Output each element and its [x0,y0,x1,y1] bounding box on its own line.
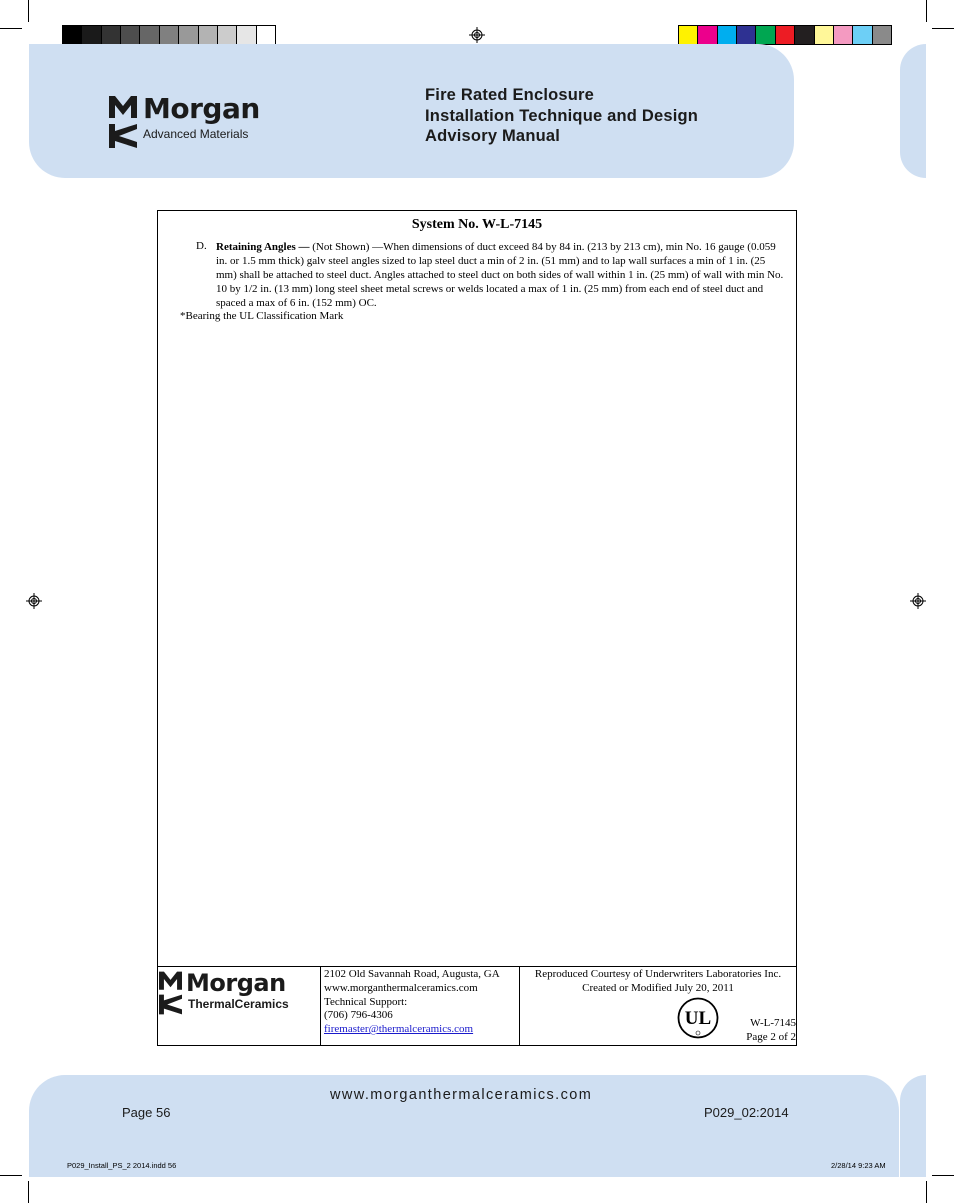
color-swatch [63,26,82,44]
doc-footer-divider [157,966,797,967]
system-ref-code: W-L-7145 [750,1017,796,1029]
doc-footer-column-divider [320,966,321,1046]
manual-title-line: Fire Rated Enclosure [425,86,595,104]
footnote: *Bearing the UL Classification Mark [180,310,344,322]
color-swatch [815,26,834,44]
color-swatch [834,26,853,44]
thermal-ceramics-subtitle: ThermalCeramics [188,997,289,1011]
print-slug-timestamp: 2/28/14 9:23 AM [831,1161,886,1170]
color-swatch [718,26,737,44]
crop-mark-bl-h [0,1175,22,1176]
website-line: www.morganthermalceramics.com [324,981,478,994]
logo-wordmark: Morgan [143,92,260,125]
registration-mark-icon [469,27,485,43]
color-swatch [257,26,275,44]
color-swatch [102,26,121,44]
manual-title [425,85,698,147]
registration-mark-icon [910,593,926,609]
color-swatch [218,26,237,44]
manual-title-line: Advisory Manual [425,127,561,145]
contact-block [324,968,500,1037]
item-paragraph [216,240,788,310]
reproduction-note [520,968,796,996]
print-slug-filename: P029_Install_PS_2 2014.indd 56 [67,1161,177,1170]
process-color-bar [678,25,892,45]
registration-mark-icon [26,593,42,609]
color-swatch [853,26,872,44]
color-swatch [179,26,198,44]
page-number: Page 56 [122,1105,171,1120]
color-swatch [873,26,891,44]
color-swatch [737,26,756,44]
color-swatch [199,26,218,44]
thermal-ceramics-logo-icon [159,970,182,1016]
color-swatch [698,26,717,44]
color-swatch [140,26,159,44]
created-date: Created or Modified July 20, 2011 [582,981,734,994]
color-swatch [160,26,179,44]
support-label: Technical Support: [324,995,408,1008]
color-swatch [237,26,256,44]
system-ref-page: Page 2 of 2 [746,1030,796,1043]
header-side-tab [900,44,926,178]
ul-mark-text: UL [684,1008,712,1029]
color-swatch [795,26,814,44]
morgan-logo-icon [109,96,137,148]
item-body: (Not Shown) —When dimensions of duct exceed 84 by 84 in. (213 by 213 cm), min No. 16 gauge (0.059 in. or 1.5 mm thick) galv steel angles sized to lap steel duct a min of 2 in. (51 mm) and to lap wall surfaces a min of 1 in. (25 mm) shall be attached to steel duct. Angles attached to steel duct on both sides of wall within 1 in. (25 mm) of wall with min No. 10 by 1/2 in. (13 mm) long steel sheet metal screws or welds located a max of 1 in. (25 mm) from each end of steel duct and spaced a max of 6 in. (152 mm) OC. [216,241,784,310]
grayscale-color-bar [62,25,276,45]
crop-mark-bl-v [28,1181,29,1203]
phone-line: (706) 796-4306 [324,1009,393,1022]
email-link[interactable]: firemaster@thermalceramics.com [324,1023,474,1036]
footer-side-tab [900,1075,926,1177]
ul-mark-icon [677,997,719,1039]
crop-mark-br-h [932,1175,954,1176]
crop-mark-tl-h [0,28,22,29]
footer-website[interactable]: www.morganthermalceramics.com [330,1087,593,1103]
crop-mark-br-v [926,1181,927,1203]
crop-mark-tr-h [932,28,954,29]
color-swatch [776,26,795,44]
reproduced-courtesy: Reproduced Courtesy of Underwriters Laboratories Inc. [534,968,782,980]
document-code: P029_02:2014 [704,1105,789,1120]
color-swatch [679,26,698,44]
system-document-frame [157,210,797,1046]
color-swatch [82,26,101,44]
item-heading: Retaining Angles — [216,241,310,253]
system-reference [746,1017,796,1045]
crop-mark-tl-v [28,0,29,22]
manual-title-line: Installation Technique and Design [425,106,699,125]
thermal-ceramics-wordmark: Morgan [186,969,286,997]
logo-subtitle: Advanced Materials [143,127,249,141]
item-letter: D. [196,240,207,252]
color-swatch [756,26,775,44]
crop-mark-tr-v [926,0,927,22]
system-title: System No. W-L-7145 [411,217,543,232]
color-swatch [121,26,140,44]
address-line: 2102 Old Savannah Road, Augusta, GA [324,968,500,980]
